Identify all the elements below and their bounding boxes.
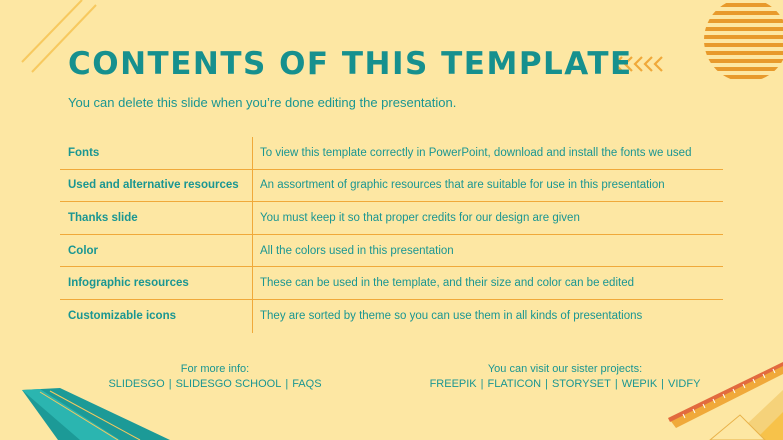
row-description: These can be used in the template, and their size and color can be edited [260,277,634,290]
link-separator: | [168,378,172,390]
row-description: To view this template correctly in PowerPoint, download and install the fonts we used [260,146,692,159]
link-slidesgo[interactable]: SLIDESGO [108,378,165,390]
striped-circle-decoration [700,0,783,88]
sister-projects-footer [420,363,710,390]
row-description: They are sorted by theme so you can use them in all kinds of presentations [260,310,643,323]
link-flaticon[interactable]: FLATICON [487,378,542,390]
link-separator: | [480,378,484,390]
link-faqs[interactable]: FAQS [292,378,322,390]
row-description: You must keep it so that proper credits for our design are given [260,211,580,224]
page-title: CONTENTS OF THIS TEMPLATE [68,46,633,82]
table-row [60,300,723,333]
link-separator: | [614,378,618,390]
link-separator: | [661,378,665,390]
row-name: Fonts [60,137,253,169]
row-name: Used and alternative resources [60,170,253,202]
link-slidesgo-school[interactable]: SLIDESGO SCHOOL [175,378,282,390]
link-storyset[interactable]: STORYSET [551,378,611,390]
table-row [60,202,723,235]
row-name: Infographic resources [60,267,253,299]
row-name: Color [60,235,253,267]
more-info-footer [100,363,330,390]
row-name: Thanks slide [60,202,253,234]
more-info-links [100,378,330,390]
link-wepik[interactable]: WEPIK [621,378,658,390]
row-description: An assortment of graphic resources that are suitable for use in this presentation [260,179,665,192]
link-vidfy[interactable]: VIDFY [668,378,701,390]
link-freepik[interactable]: FREEPIK [429,378,477,390]
table-row [60,137,723,170]
table-row [60,267,723,300]
row-description: All the colors used in this presentation [260,244,454,257]
sister-projects-links [420,378,710,390]
contents-table [60,137,723,333]
row-name: Customizable icons [60,300,253,333]
table-row [60,235,723,268]
link-separator: | [545,378,548,390]
sister-projects-label: You can visit our sister projects: [487,363,643,375]
more-info-label: For more info: [180,363,250,375]
table-row [60,170,723,203]
page-subtitle: You can delete this slide when you’re done editing the presentation. [68,95,457,110]
link-separator: | [285,378,289,390]
